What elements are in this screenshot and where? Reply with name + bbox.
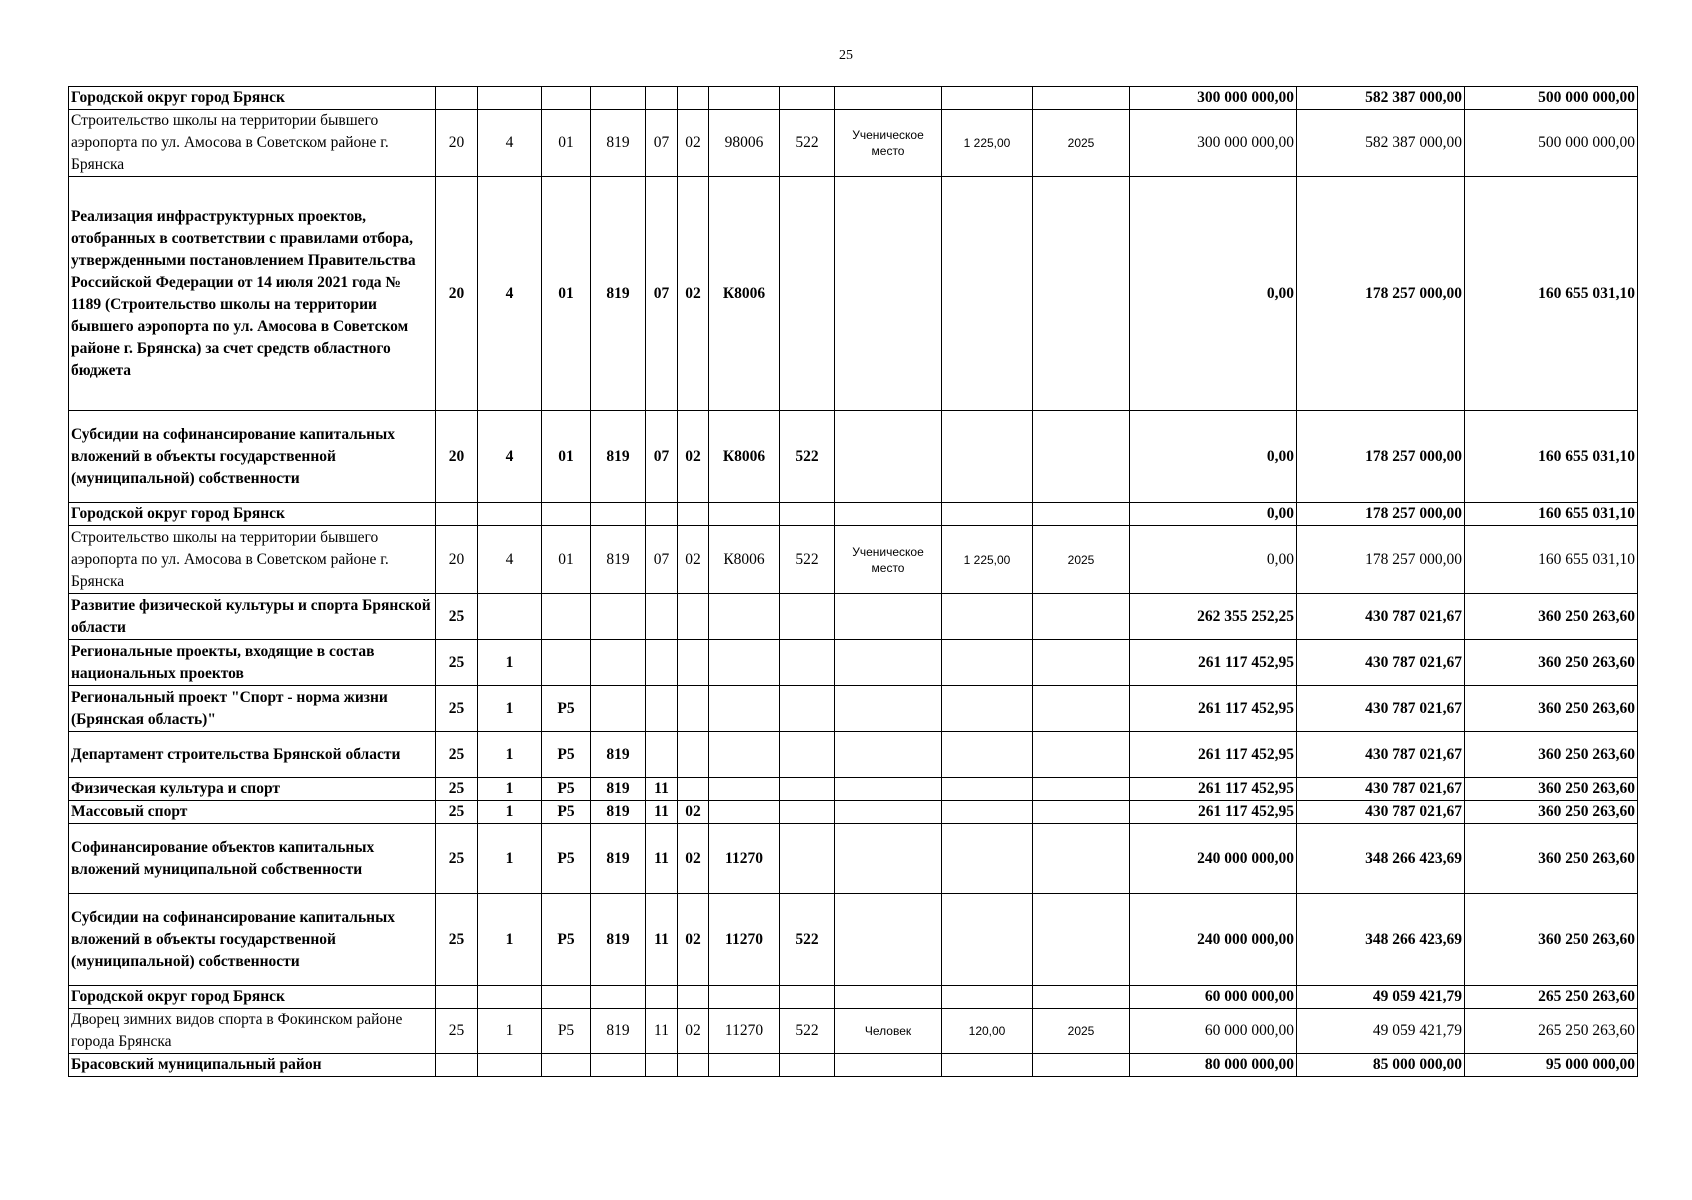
code-gr: 819 (591, 801, 646, 824)
code-section (646, 503, 678, 526)
amount-1: 261 117 452,95 (1130, 640, 1297, 686)
code-subprogram: 1 (478, 778, 542, 801)
year (1033, 894, 1130, 986)
code-expense: 11270 (709, 894, 780, 986)
code-program: 25 (436, 594, 478, 640)
unit-measure (835, 87, 942, 110)
capacity: 1 225,00 (942, 526, 1033, 594)
table-row (69, 1009, 1638, 1054)
code-gr: 819 (591, 411, 646, 503)
code-subsection (678, 986, 709, 1009)
amount-2: 178 257 000,00 (1297, 503, 1465, 526)
row-name: Региональный проект "Спорт - норма жизни (Брянская область)" (69, 686, 436, 732)
code-subprogram (478, 503, 542, 526)
code-direction: Р5 (542, 686, 591, 732)
year: 2025 (1033, 110, 1130, 177)
code-direction: Р5 (542, 1009, 591, 1054)
code-subprogram: 4 (478, 177, 542, 411)
amount-3: 360 250 263,60 (1465, 801, 1638, 824)
unit-measure (835, 686, 942, 732)
code-subprogram: 1 (478, 686, 542, 732)
code-program: 25 (436, 894, 478, 986)
amount-3: 360 250 263,60 (1465, 894, 1638, 986)
year: 2025 (1033, 1009, 1130, 1054)
code-subsection: 02 (678, 801, 709, 824)
year (1033, 594, 1130, 640)
table-row (69, 986, 1638, 1009)
code-subprogram: 1 (478, 824, 542, 894)
row-name: Развитие физической культуры и спорта Брянской области (69, 594, 436, 640)
code-subprogram: 4 (478, 411, 542, 503)
amount-3: 500 000 000,00 (1465, 110, 1638, 177)
code-program: 25 (436, 640, 478, 686)
code-subprogram: 1 (478, 640, 542, 686)
unit-measure (835, 640, 942, 686)
table-row (69, 411, 1638, 503)
row-name: Строительство школы на территории бывшего аэропорта по ул. Амосова в Советском районе г. Брянска (69, 110, 436, 177)
code-program: 20 (436, 526, 478, 594)
amount-3: 360 250 263,60 (1465, 824, 1638, 894)
code-section (646, 640, 678, 686)
code-subprogram (478, 986, 542, 1009)
table-row (69, 177, 1638, 411)
capacity (942, 824, 1033, 894)
capacity (942, 894, 1033, 986)
code-type: 522 (780, 110, 835, 177)
amount-2: 430 787 021,67 (1297, 778, 1465, 801)
table-row (69, 824, 1638, 894)
capacity: 120,00 (942, 1009, 1033, 1054)
row-name: Субсидии на софинансирование капитальных вложений в объекты государственной (муниципальной) собственности (69, 411, 436, 503)
code-expense: К8006 (709, 177, 780, 411)
capacity (942, 801, 1033, 824)
amount-1: 261 117 452,95 (1130, 686, 1297, 732)
amount-2: 49 059 421,79 (1297, 986, 1465, 1009)
capacity (942, 177, 1033, 411)
code-gr: 819 (591, 177, 646, 411)
code-expense: К8006 (709, 411, 780, 503)
code-gr: 819 (591, 778, 646, 801)
code-program (436, 87, 478, 110)
amount-2: 178 257 000,00 (1297, 526, 1465, 594)
code-expense (709, 686, 780, 732)
amount-2: 49 059 421,79 (1297, 1009, 1465, 1054)
code-program: 20 (436, 411, 478, 503)
amount-3: 160 655 031,10 (1465, 503, 1638, 526)
amount-1: 240 000 000,00 (1130, 824, 1297, 894)
unit-measure (835, 778, 942, 801)
code-expense (709, 732, 780, 778)
row-name: Региональные проекты, входящие в состав национальных проектов (69, 640, 436, 686)
code-program: 20 (436, 177, 478, 411)
amount-2: 430 787 021,67 (1297, 686, 1465, 732)
capacity (942, 640, 1033, 686)
code-gr (591, 87, 646, 110)
code-expense (709, 640, 780, 686)
amount-3: 160 655 031,10 (1465, 526, 1638, 594)
amount-3: 360 250 263,60 (1465, 686, 1638, 732)
code-direction: 01 (542, 177, 591, 411)
year (1033, 87, 1130, 110)
code-type (780, 801, 835, 824)
code-expense: 11270 (709, 1009, 780, 1054)
code-subprogram: 1 (478, 894, 542, 986)
year (1033, 801, 1130, 824)
row-name: Департамент строительства Брянской области (69, 732, 436, 778)
code-subsection (678, 87, 709, 110)
capacity (942, 594, 1033, 640)
code-program: 25 (436, 1009, 478, 1054)
capacity (942, 778, 1033, 801)
table-row (69, 1054, 1638, 1077)
row-name: Строительство школы на территории бывшего аэропорта по ул. Амосова в Советском районе г. Брянска (69, 526, 436, 594)
code-subprogram (478, 1054, 542, 1077)
code-section: 07 (646, 526, 678, 594)
amount-1: 300 000 000,00 (1130, 110, 1297, 177)
year (1033, 177, 1130, 411)
code-type (780, 87, 835, 110)
code-expense (709, 1054, 780, 1077)
code-type (780, 824, 835, 894)
code-gr (591, 594, 646, 640)
code-subsection (678, 686, 709, 732)
unit-measure (835, 986, 942, 1009)
amount-1: 261 117 452,95 (1130, 801, 1297, 824)
code-type (780, 1054, 835, 1077)
code-program (436, 986, 478, 1009)
amount-2: 178 257 000,00 (1297, 177, 1465, 411)
row-name: Софинансирование объектов капитальных вложений муниципальной собственности (69, 824, 436, 894)
code-section: 11 (646, 778, 678, 801)
table-row (69, 594, 1638, 640)
row-name: Субсидии на софинансирование капитальных вложений в объекты государственной (муниципальной) собственности (69, 894, 436, 986)
amount-3: 265 250 263,60 (1465, 986, 1638, 1009)
code-program: 25 (436, 732, 478, 778)
code-section: 07 (646, 110, 678, 177)
capacity (942, 411, 1033, 503)
amount-3: 500 000 000,00 (1465, 87, 1638, 110)
capacity (942, 503, 1033, 526)
amount-2: 430 787 021,67 (1297, 594, 1465, 640)
code-program: 25 (436, 801, 478, 824)
code-section: 11 (646, 801, 678, 824)
row-name: Городской округ город Брянск (69, 503, 436, 526)
unit-measure: Человек (835, 1009, 942, 1054)
amount-1: 0,00 (1130, 526, 1297, 594)
amount-2: 348 266 423,69 (1297, 824, 1465, 894)
year (1033, 411, 1130, 503)
code-direction: 01 (542, 411, 591, 503)
unit-measure (835, 801, 942, 824)
amount-1: 240 000 000,00 (1130, 894, 1297, 986)
year (1033, 732, 1130, 778)
code-type: 522 (780, 894, 835, 986)
code-direction: Р5 (542, 824, 591, 894)
amount-2: 85 000 000,00 (1297, 1054, 1465, 1077)
code-gr: 819 (591, 732, 646, 778)
amount-1: 300 000 000,00 (1130, 87, 1297, 110)
code-program (436, 503, 478, 526)
code-subsection (678, 594, 709, 640)
unit-measure (835, 894, 942, 986)
code-expense (709, 594, 780, 640)
table-row (69, 503, 1638, 526)
code-type (780, 177, 835, 411)
code-direction (542, 640, 591, 686)
year (1033, 503, 1130, 526)
code-type (780, 986, 835, 1009)
code-type: 522 (780, 411, 835, 503)
code-type (780, 686, 835, 732)
amount-1: 0,00 (1130, 177, 1297, 411)
year: 2025 (1033, 526, 1130, 594)
code-subprogram (478, 594, 542, 640)
code-direction: Р5 (542, 801, 591, 824)
code-direction: 01 (542, 526, 591, 594)
amount-1: 60 000 000,00 (1130, 986, 1297, 1009)
code-direction: Р5 (542, 894, 591, 986)
code-gr (591, 986, 646, 1009)
code-section: 07 (646, 177, 678, 411)
capacity (942, 1054, 1033, 1077)
table-row (69, 778, 1638, 801)
code-gr: 819 (591, 824, 646, 894)
row-name: Дворец зимних видов спорта в Фокинском районе города Брянска (69, 1009, 436, 1054)
table-row (69, 640, 1638, 686)
code-expense (709, 801, 780, 824)
row-name: Городской округ город Брянск (69, 87, 436, 110)
row-name: Реализация инфраструктурных проектов, отобранных в соответствии с правилами отбора, утвержденными постановлением Правительства Российской Федерации от 14 июля 2021 года № 1189 (Строительство школы на территории бывшего аэропорта по ул. Амосова в Советском районе г. Брянска) за счет средств областного бюджета (69, 177, 436, 411)
code-subsection: 02 (678, 177, 709, 411)
amount-1: 261 117 452,95 (1130, 732, 1297, 778)
code-section (646, 1054, 678, 1077)
code-program: 25 (436, 778, 478, 801)
code-section (646, 732, 678, 778)
code-direction (542, 87, 591, 110)
amount-3: 160 655 031,10 (1465, 411, 1638, 503)
code-program (436, 1054, 478, 1077)
code-type (780, 732, 835, 778)
table-row (69, 686, 1638, 732)
amount-1: 261 117 452,95 (1130, 778, 1297, 801)
code-gr: 819 (591, 1009, 646, 1054)
code-type: 522 (780, 1009, 835, 1054)
code-gr: 819 (591, 110, 646, 177)
amount-2: 582 387 000,00 (1297, 87, 1465, 110)
table-row (69, 87, 1638, 110)
code-direction: Р5 (542, 732, 591, 778)
code-subsection (678, 640, 709, 686)
year (1033, 686, 1130, 732)
capacity (942, 87, 1033, 110)
capacity (942, 732, 1033, 778)
code-section: 11 (646, 1009, 678, 1054)
amount-2: 348 266 423,69 (1297, 894, 1465, 986)
year (1033, 1054, 1130, 1077)
code-gr: 819 (591, 526, 646, 594)
code-subsection: 02 (678, 1009, 709, 1054)
amount-2: 582 387 000,00 (1297, 110, 1465, 177)
code-direction: Р5 (542, 778, 591, 801)
year (1033, 824, 1130, 894)
unit-measure: Ученическое место (835, 526, 942, 594)
amount-1: 0,00 (1130, 411, 1297, 503)
amount-3: 360 250 263,60 (1465, 778, 1638, 801)
code-subprogram: 4 (478, 110, 542, 177)
unit-measure (835, 177, 942, 411)
code-section: 07 (646, 411, 678, 503)
code-section (646, 87, 678, 110)
row-name: Брасовский муниципальный район (69, 1054, 436, 1077)
budget-table (68, 86, 1638, 1077)
code-subprogram: 1 (478, 801, 542, 824)
unit-measure (835, 824, 942, 894)
code-subprogram (478, 87, 542, 110)
amount-1: 60 000 000,00 (1130, 1009, 1297, 1054)
code-gr (591, 503, 646, 526)
code-subsection (678, 732, 709, 778)
code-subprogram: 4 (478, 526, 542, 594)
code-expense (709, 986, 780, 1009)
code-subsection (678, 1054, 709, 1077)
code-direction (542, 594, 591, 640)
unit-measure (835, 1054, 942, 1077)
year (1033, 640, 1130, 686)
row-name: Физическая культура и спорт (69, 778, 436, 801)
code-section: 11 (646, 894, 678, 986)
amount-3: 360 250 263,60 (1465, 594, 1638, 640)
code-section (646, 594, 678, 640)
code-gr: 819 (591, 894, 646, 986)
amount-2: 430 787 021,67 (1297, 732, 1465, 778)
unit-measure (835, 732, 942, 778)
code-gr (591, 640, 646, 686)
code-section (646, 986, 678, 1009)
code-direction: 01 (542, 110, 591, 177)
code-subsection (678, 778, 709, 801)
code-gr (591, 1054, 646, 1077)
row-name: Городской округ город Брянск (69, 986, 436, 1009)
code-expense: 98006 (709, 110, 780, 177)
code-subsection: 02 (678, 824, 709, 894)
code-type (780, 640, 835, 686)
code-direction (542, 1054, 591, 1077)
code-program: 20 (436, 110, 478, 177)
code-expense (709, 778, 780, 801)
table-row (69, 732, 1638, 778)
amount-3: 360 250 263,60 (1465, 640, 1638, 686)
code-subsection: 02 (678, 526, 709, 594)
code-program: 25 (436, 686, 478, 732)
capacity: 1 225,00 (942, 110, 1033, 177)
amount-3: 360 250 263,60 (1465, 732, 1638, 778)
table-row (69, 801, 1638, 824)
row-name: Массовый спорт (69, 801, 436, 824)
year (1033, 986, 1130, 1009)
amount-3: 95 000 000,00 (1465, 1054, 1638, 1077)
code-subprogram: 1 (478, 732, 542, 778)
code-direction (542, 986, 591, 1009)
code-type (780, 503, 835, 526)
code-subsection (678, 503, 709, 526)
code-subprogram: 1 (478, 1009, 542, 1054)
amount-2: 178 257 000,00 (1297, 411, 1465, 503)
amount-1: 0,00 (1130, 503, 1297, 526)
code-expense: 11270 (709, 824, 780, 894)
amount-2: 430 787 021,67 (1297, 640, 1465, 686)
code-subsection: 02 (678, 110, 709, 177)
code-type (780, 594, 835, 640)
code-subsection: 02 (678, 411, 709, 503)
table-row (69, 110, 1638, 177)
year (1033, 778, 1130, 801)
amount-1: 262 355 252,25 (1130, 594, 1297, 640)
code-subsection: 02 (678, 894, 709, 986)
amount-2: 430 787 021,67 (1297, 801, 1465, 824)
unit-measure (835, 411, 942, 503)
code-program: 25 (436, 824, 478, 894)
table-row (69, 526, 1638, 594)
capacity (942, 686, 1033, 732)
code-expense (709, 87, 780, 110)
code-section (646, 686, 678, 732)
unit-measure (835, 594, 942, 640)
code-direction (542, 503, 591, 526)
page-number: 25 (839, 48, 853, 63)
amount-3: 265 250 263,60 (1465, 1009, 1638, 1054)
amount-3: 160 655 031,10 (1465, 177, 1638, 411)
code-type: 522 (780, 526, 835, 594)
table-row (69, 894, 1638, 986)
code-section: 11 (646, 824, 678, 894)
code-expense (709, 503, 780, 526)
code-gr (591, 686, 646, 732)
unit-measure (835, 503, 942, 526)
unit-measure: Ученическое место (835, 110, 942, 177)
code-type (780, 778, 835, 801)
capacity (942, 986, 1033, 1009)
code-expense: К8006 (709, 526, 780, 594)
amount-1: 80 000 000,00 (1130, 1054, 1297, 1077)
